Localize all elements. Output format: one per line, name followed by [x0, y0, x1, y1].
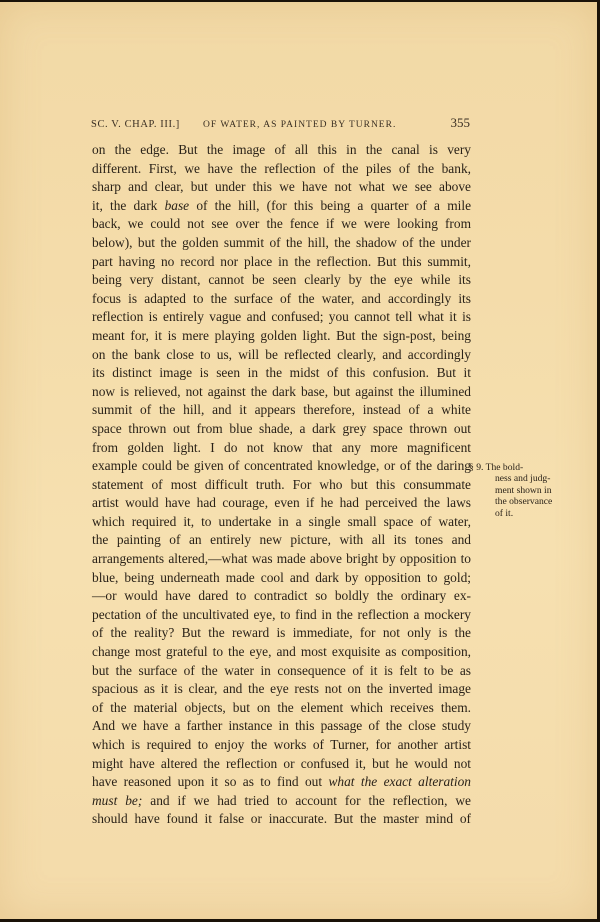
text-line: example could be given of concentrated knowledge, or of the daring: [92, 458, 471, 474]
text-line: pectation of the uncultivated eye, to find in the reflection a mockery: [92, 606, 471, 622]
text-line: statement of most difficult truth. For who but this consummate: [92, 476, 471, 492]
book-page: [0, 2, 597, 919]
text-line: of the reality? But the reward is immediate, for not only is the: [92, 625, 471, 641]
text-line: which required it, to undertake in a single small space of water,: [92, 513, 471, 529]
marginal-note: [469, 462, 553, 519]
text-line: space thrown out from blue shade, a dark grey space thrown out: [92, 420, 471, 436]
marginal-note-line: § 9. The bold-: [469, 462, 524, 473]
text-line: reflection is entirely vague and confused; you cannot tell what it is: [92, 309, 471, 325]
text-line: spacious as it is clear, and the eye rests not on the inverted image: [92, 681, 471, 697]
text-line: arrangements altered,—what was made above bright by opposition to: [92, 551, 471, 567]
page-number: 355: [450, 115, 470, 130]
text-line: And we have a farther instance in this passage of the close study: [92, 718, 471, 734]
text-line: might have altered the reflection or confused it, but he would not: [92, 755, 471, 771]
marginal-note-line: ness and judg-: [495, 473, 551, 485]
text-line: meant for, it is mere playing golden light. But the sign-post, being: [92, 327, 471, 343]
text-line: which is required to enjoy the works of Turner, for another artist: [92, 737, 471, 752]
text-line: sharp and clear, but under this we have not what we see above: [92, 179, 471, 195]
text-line: should have found it false or inaccurate. But the master mind of: [92, 811, 471, 827]
text-line: of the material objects, but on the element which receives them.: [92, 699, 471, 715]
text-line: on the bank close to us, will be reflected clearly, and accordingly: [92, 346, 471, 362]
marginal-note-line: of it.: [495, 507, 514, 519]
text-line: now is relieved, not against the dark base, but against the illumined: [92, 383, 471, 399]
text-line: —or would have dared to contradict so boldly the ordinary ex-: [92, 588, 471, 604]
marginal-note-line: ment shown in: [495, 484, 552, 496]
text-line: it, the dark base of the hill, (for this being a quarter of a mile: [92, 197, 472, 213]
text-line: its distinct image is seen in the midst of this confusion. But it: [92, 365, 471, 381]
text-line: different. First, we have the reflection of the piles of the bank,: [92, 160, 471, 176]
text-line: below), but the golden summit of the hill, the shadow of the under: [92, 234, 471, 250]
text-line: on the edge. But the image of all this in the canal is very: [92, 142, 471, 157]
text-line: being very distant, cannot be seen clearly by the eye while its: [92, 272, 471, 288]
text-line: change most grateful to the eye, and most exquisite as composition,: [92, 644, 471, 660]
text-line: but the surface of the water in consequence of it is felt to be as: [92, 662, 471, 678]
text-line: focus is adapted to the surface of the water, and accordingly its: [92, 290, 471, 306]
running-head: [91, 115, 470, 131]
marginal-note-line: the observance: [495, 496, 553, 508]
text-line: part having no record nor place in the reflection. But this summit,: [92, 253, 471, 269]
text-line: blue, being underneath made cool and dark by opposition to gold;: [92, 569, 471, 585]
text-line: must be; and if we had tried to account for the reflection, we: [92, 792, 471, 808]
text-line: have reasoned upon it so as to find out what the exact alteration: [92, 774, 472, 790]
text-line: back, we could not see over the fence if we were looking from: [92, 216, 471, 232]
text-line: artist would have had courage, even if he had perceived the laws: [92, 495, 471, 511]
text-line: the painting of an entirely new picture, with all its tones and: [92, 532, 471, 548]
text-line: from golden light. I do not know that any more magnificent: [92, 439, 471, 455]
chapter-title: OF WATER, AS PAINTED BY TURNER.: [203, 120, 397, 130]
body-text: [92, 141, 471, 829]
section-reference: SC. V. CHAP. III.]: [91, 119, 180, 130]
text-line: summit of the hill, and it appears therefore, instead of a white: [92, 402, 471, 418]
